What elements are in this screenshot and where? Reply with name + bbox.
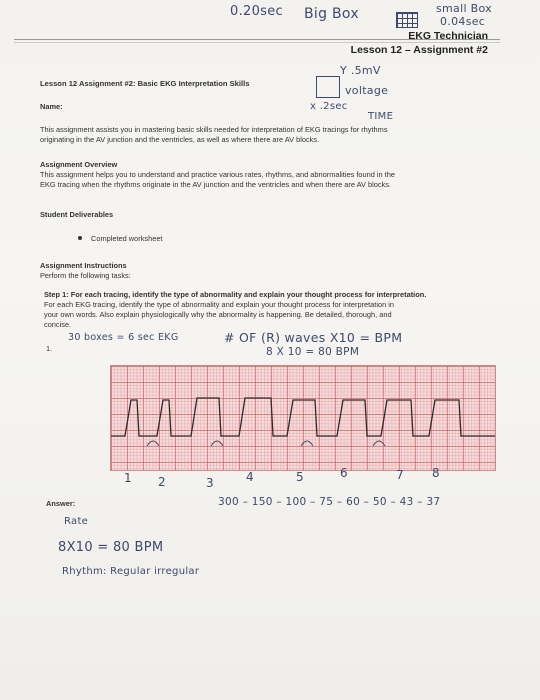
handwritten-time: TIME bbox=[368, 111, 394, 122]
handwritten-voltage: voltage bbox=[345, 84, 389, 97]
lesson-title: Lesson 12 – Assignment #2 bbox=[350, 44, 488, 56]
handwritten-rate-answer: 8X10 = 80 BPM bbox=[58, 540, 164, 555]
bullet-icon bbox=[78, 236, 82, 240]
strip-count-3: 3 bbox=[206, 476, 214, 490]
intro-line-2: originating in the AV junction and the ventricles, as well as where there are AV blocks. bbox=[40, 135, 320, 144]
ekg-tracing bbox=[111, 366, 495, 470]
strip-count-1: 1 bbox=[124, 471, 132, 485]
ekg-strip bbox=[110, 365, 496, 471]
handwritten-formula: # OF (R) waves X10 = BPM bbox=[224, 330, 403, 345]
overview-line-1: This assignment helps you to understand and practice various rates, rhythms, and abnormalities found in the bbox=[40, 170, 395, 179]
handwritten-sequence: 300 – 150 – 100 – 75 – 60 – 50 – 43 – 37 bbox=[218, 496, 441, 508]
item-number: 1. bbox=[46, 344, 53, 353]
strip-count-4: 4 bbox=[246, 470, 254, 484]
handwritten-rate-label: Rate bbox=[64, 516, 89, 527]
step1-line-2: your own words. Also explain physiologically why the abnormality is happening. Be detailed, thorough, and bbox=[44, 310, 392, 319]
strip-count-5: 5 bbox=[296, 470, 304, 484]
handwritten-x-time: x .2sec bbox=[310, 101, 348, 112]
handwritten-boxes-note: 30 boxes = 6 sec EKG bbox=[68, 332, 179, 343]
header-rule-secondary bbox=[14, 42, 500, 43]
intro-line-1: This assignment assists you in mastering basic skills needed for interpretation of EKG tracings for rhythms bbox=[40, 125, 388, 134]
deliverable-item: Completed worksheet bbox=[91, 234, 163, 243]
strip-count-2: 2 bbox=[158, 475, 166, 489]
handwritten-small-box: small Box bbox=[436, 2, 492, 15]
handwritten-rhythm: Rhythm: Regular irregular bbox=[62, 566, 200, 577]
step1-heading: Step 1: For each tracing, identify the type of abnormality and explain your thought process for interpretation. bbox=[44, 290, 427, 299]
strip-count-8: 8 bbox=[432, 466, 440, 480]
answer-label: Answer: bbox=[46, 499, 76, 508]
name-label: Name: bbox=[40, 102, 63, 111]
step1-line-1: For each EKG tracing, identify the type of abnormality and explain your thought process for interpretation in bbox=[44, 300, 395, 309]
overview-line-2: EKG tracing when the rhythms originate in the AV junction and the ventricles and when there are AV blocks. bbox=[40, 180, 391, 189]
small-box-sketch bbox=[396, 12, 418, 28]
overview-heading: Assignment Overview bbox=[40, 160, 118, 169]
course-title: EKG Technician bbox=[408, 30, 488, 42]
step1-line-3: concise. bbox=[44, 320, 72, 329]
handwritten-calc: 8 X 10 = 80 BPM bbox=[266, 346, 360, 358]
strip-count-6: 6 bbox=[340, 466, 348, 480]
handwritten-small-box-time: 0.04sec bbox=[440, 15, 486, 28]
strip-count-7: 7 bbox=[396, 468, 404, 482]
handwritten-y-label: Y .5mV bbox=[340, 64, 381, 77]
instructions-subheading: Perform the following tasks: bbox=[40, 271, 131, 280]
handwritten-note-020sec: 0.20sec bbox=[230, 4, 283, 19]
handwritten-big-box: Big Box bbox=[304, 6, 359, 22]
instructions-heading: Assignment Instructions bbox=[40, 261, 127, 270]
deliverables-heading: Student Deliverables bbox=[40, 210, 114, 219]
assignment-title: Lesson 12 Assignment #2: Basic EKG Interpretation Skills bbox=[40, 79, 250, 88]
voltage-time-box-sketch bbox=[316, 76, 340, 98]
